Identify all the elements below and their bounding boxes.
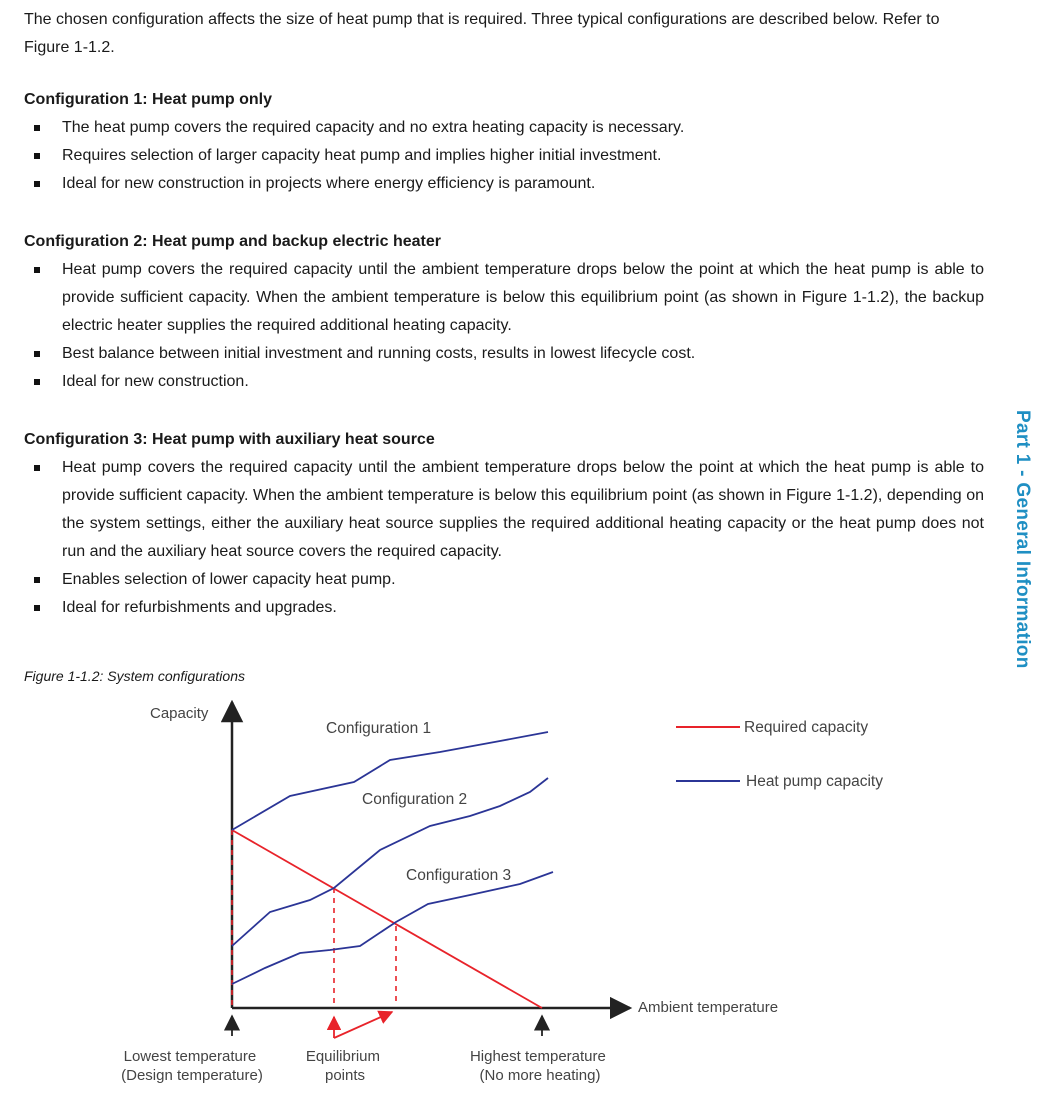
x-axis-label: Ambient temperature	[638, 999, 779, 1016]
config3-label: Configuration 3	[406, 867, 512, 884]
section-title: Configuration 1: Heat pump only	[24, 91, 272, 108]
legend-required-label: Required capacity	[744, 719, 869, 736]
list-item: Ideal for refurbishments and upgrades.	[24, 594, 984, 622]
section-title: Configuration 3: Heat pump with auxiliary heat source	[24, 431, 435, 448]
list-item: Heat pump covers the required capacity until the ambient temperature drops below the point at which the heat pump is able to provide sufficient capacity. When the ambient temperature is below this equilibrium point (as shown in Figure 1-1.2), depending on the system settings, either the auxiliary heat source supplies the required additional heating capacity or the heat pump does not run and the auxiliary heat source covers the required capacity.	[24, 454, 984, 566]
list-item: Ideal for new construction in projects where energy efficiency is paramount.	[24, 170, 984, 198]
y-axis-label: Capacity	[150, 705, 209, 722]
config2-label: Configuration 2	[362, 791, 468, 808]
list-item: Best balance between initial investment and running costs, results in lowest lifecycle cost.	[24, 340, 984, 368]
list-item: The heat pump covers the required capacity and no extra heating capacity is necessary.	[24, 114, 984, 142]
list-item: Enables selection of lower capacity heat pump.	[24, 566, 984, 594]
intro-paragraph: The chosen configuration affects the size of heat pump that is required. Three typical configurations are described below. Refer to Figure 1-1.2.	[24, 11, 940, 56]
lowest-temperature-label: Lowest temperature (Design temperature)	[121, 1048, 263, 1084]
legend-heat-pump-label: Heat pump capacity	[746, 773, 883, 790]
figure-caption: Figure 1-1.2: System configurations	[24, 668, 245, 684]
part-title-vertical: Part 1 - General Information	[1012, 410, 1033, 669]
equilibrium-points-label: Equilibrium points	[305, 1048, 381, 1084]
config1-capacity-curve	[232, 732, 548, 830]
list-item: Heat pump covers the required capacity until the ambient temperature drops below the point at which the heat pump is able to provide sufficient capacity. When the ambient temperature is below this equilibrium point (as shown in Figure 1-1.2), the backup electric heater supplies the required additional heating capacity.	[24, 256, 984, 340]
list-item: Requires selection of larger capacity heat pump and implies higher initial investment.	[24, 142, 984, 170]
equilibrium-arrow-right	[334, 1012, 392, 1038]
section-title: Configuration 2: Heat pump and backup electric heater	[24, 233, 441, 250]
required-capacity-line	[232, 830, 542, 1008]
config3-capacity-curve	[232, 872, 553, 984]
list-item: Ideal for new construction.	[24, 368, 984, 396]
config1-label: Configuration 1	[326, 720, 432, 737]
highest-temperature-label: Highest temperature (No more heating)	[469, 1048, 606, 1084]
